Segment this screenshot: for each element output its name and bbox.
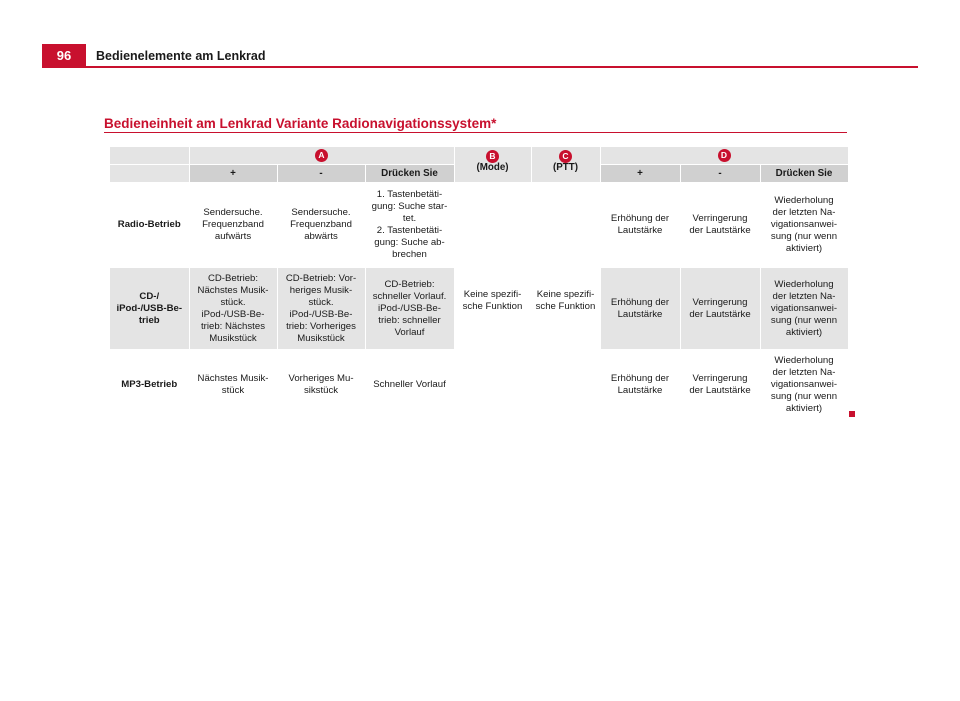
subheader-a-plus: +: [189, 165, 277, 183]
end-of-section-marker: [849, 411, 855, 417]
cell-a-press: 1. Tastenbetäti- gung: Suche star- tet. 2. Tastenbetäti- gung: Suche ab- brechen: [365, 183, 454, 268]
cell-d-press: Wiederholung der letzten Na- vigationsanwei- sung (nur wenn aktiviert): [760, 183, 848, 268]
steering-wheel-controls-table: [110, 147, 849, 420]
cell-a-plus: Sendersuche. Frequenzband aufwärts: [189, 183, 277, 268]
column-label-b: (Mode): [476, 162, 509, 173]
cell-a-minus: Vorheriges Mu- sikstück: [277, 350, 365, 420]
page-number: 96: [42, 44, 86, 66]
cell-a-minus: CD-Betrieb: Vor- heriges Musik- stück. iPod-/USB-Be- trieb: Vorheriges Musikstück: [277, 268, 365, 350]
row-label: CD-/ iPod-/USB-Be- trieb: [110, 268, 189, 350]
header-divider: [42, 66, 918, 68]
cell-d-plus: Erhöhung der Lautstärke: [600, 183, 680, 268]
cell-a-press: CD-Betrieb: schneller Vorlauf. iPod-/USB-Be- trieb: schneller Vorlauf: [365, 268, 454, 350]
row-label: Radio-Betrieb: [110, 183, 189, 268]
subheader-a-press: Drücken Sie: [365, 165, 454, 183]
cell-d-plus: Erhöhung der Lautstärke: [600, 350, 680, 420]
badge-c: C: [559, 150, 572, 163]
badge-d: D: [718, 149, 731, 162]
cell-a-plus: CD-Betrieb: Nächstes Musik- stück. iPod-/USB-Be- trieb: Nächstes Musikstück: [189, 268, 277, 350]
subheader-a-minus: -: [277, 165, 365, 183]
cell-a-press: Schneller Vorlauf: [365, 350, 454, 420]
column-header-d: [600, 147, 848, 165]
corner-cell: [110, 147, 189, 165]
column-header-c: [531, 147, 600, 183]
cell-a-minus: Sendersuche. Frequenzband abwärts: [277, 183, 365, 268]
chapter-title: Bedienelemente am Lenkrad: [96, 49, 266, 63]
cell-d-minus: Verringerung der Lautstärke: [680, 183, 760, 268]
badge-b: B: [486, 150, 499, 163]
cell-d-minus: Verringerung der Lautstärke: [680, 268, 760, 350]
cell-c-function: Keine spezifi- sche Funktion: [531, 183, 600, 420]
cell-d-plus: Erhöhung der Lautstärke: [600, 268, 680, 350]
section-divider: [104, 132, 847, 133]
corner-cell-lower: [110, 165, 189, 183]
cell-d-press: Wiederholung der letzten Na- vigationsanwei- sung (nur wenn aktiviert): [760, 350, 848, 420]
section-title: Bedieneinheit am Lenkrad Variante Radionavigationssystem*: [104, 116, 497, 131]
subheader-d-press: Drücken Sie: [760, 165, 848, 183]
subheader-d-minus: -: [680, 165, 760, 183]
cell-a-plus: Nächstes Musik- stück: [189, 350, 277, 420]
column-header-a: [189, 147, 454, 165]
cell-b-function: Keine spezifi- sche Funktion: [454, 183, 531, 420]
badge-a: A: [315, 149, 328, 162]
column-header-b: [454, 147, 531, 183]
cell-d-minus: Verringerung der Lautstärke: [680, 350, 760, 420]
cell-d-press: Wiederholung der letzten Na- vigationsanwei- sung (nur wenn aktiviert): [760, 268, 848, 350]
subheader-d-plus: +: [600, 165, 680, 183]
row-label: MP3-Betrieb: [110, 350, 189, 420]
column-label-c: (PTT): [552, 162, 579, 173]
